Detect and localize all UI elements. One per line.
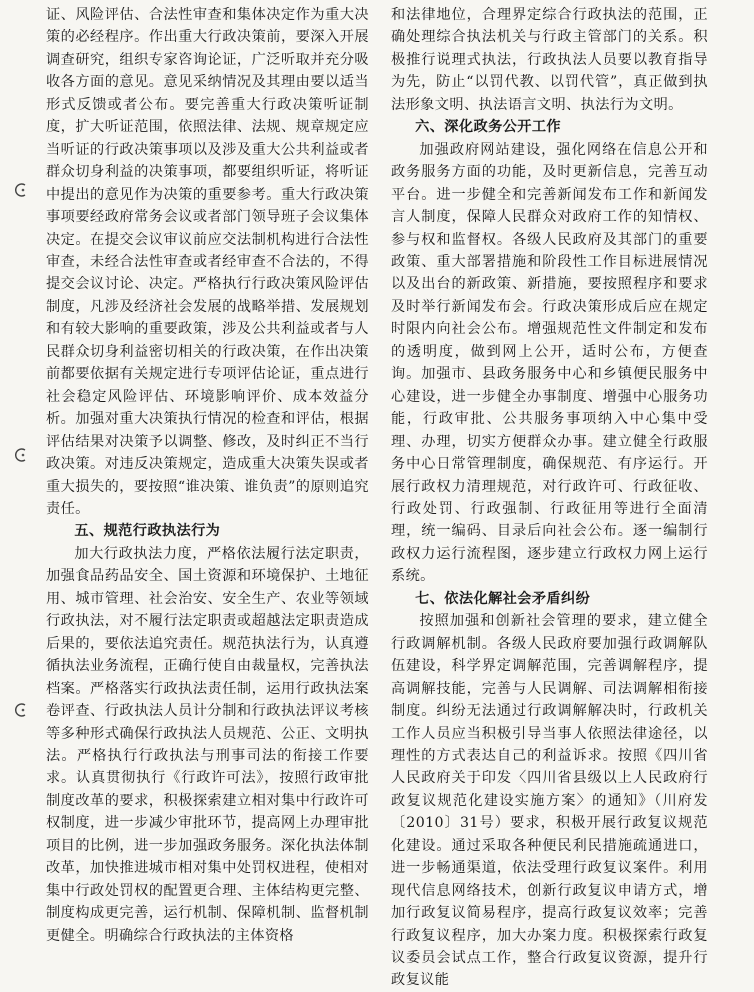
punch-hole-icon bbox=[14, 447, 30, 463]
punch-hole-icon bbox=[14, 702, 30, 718]
right-paragraph-3: 按照加强和创新社会管理的要求，建立健全行政调解机制。各级人民政府要加强行政调解队伍建设，科学界定调解范围，完善调解程序，提高调解技能，完善与人民调解、司法调解相衔接制度。纠纷无法通过行政调解解决时，行政机关工作人员应当积极引导当事人依照法律途径，以理性的方式表达自己的利益诉求。按照《四川省人民政府关于印发〈四川省县级以上人民政府行政复议规范化建设实施方案〉的通知》（川府发〔2010〕31号）要求，积极开展行政复议规范化建设。通过采取各种便民利民措施疏通进口，进一步畅通渠道，依法受理行政复议案件。利用现代信息网络技术，创新行政复议申请方式，增加行政复议简易程序，提高行政复议效率；完善行政复议程序，加大办案力度。积极探索行政复议委员会试点工作，整合行政复议资源，提升行政复议能 bbox=[391, 613, 708, 989]
punch-hole-icon bbox=[14, 182, 30, 198]
right-column bbox=[391, 4, 708, 992]
section-heading-6: 六、深化政务公开工作 bbox=[415, 119, 562, 136]
right-paragraph-1: 和法律地位，合理界定综合行政执法的范围，正确处理综合执法机关与行政主管部门的关系。积极推行说理式执法，行政执法人员要以教育指导为先，防止“以罚代教、以罚代管”，真正做到执法形象文明、执法语言文明、执法行为文明。 bbox=[391, 7, 708, 113]
section-heading-7: 七、依法化解社会矛盾纠纷 bbox=[415, 590, 591, 607]
right-paragraph-2: 加强政府网站建设，强化网络在信息公开和政务服务方面的功能，及时更新信息，完善互动平台。进一步健全和完善新闻发布工作和新闻发言人制度，保障人民群众对政府工作的知情权、参与权和监督权。各级人民政府及其部门的重要政策、重大部署措施和阶段性工作目标进展情况以及出台的新政策、新措施，要按照程序和要求及时举行新闻发布会。行政决策形成后应在规定时限内向社会公布。增强规范性文件制定和发布的透明度，做到网上公开，适时公布，方便查询。加强市、县政务服务中心和乡镇便民服务中心建设，进一步健全办事制度、增强中心服务功能，行政审批、公共服务事项纳入中心集中受理、办理，切实方便群众办事。建立健全行政服务中心日常管理制度，确保规范、有序运行。开展行政权力清理规范，对行政许可、行政征收、行政处罚、行政强制、行政征用等进行全面清理，统一编码、目录后向社会公布。逐一编制行政权力运行流程图，逐步建立行政权力网上运行系统。 bbox=[391, 141, 708, 585]
left-paragraph-1: 证、风险评估、合法性审查和集体决定作为重大决策的必经程序。作出重大行政决策前，要深入开展调查研究，组织专家咨询论证，广泛听取并充分吸收各方面的意见。意见采纳情况及其理由要以适当形式反馈或者公布。要完善重大行政决策听证制度，扩大听证范围，依照法律、法规、规章规定应当听证的行政决策事项以及涉及重大公共利益或者群众切身利益的决策事项，都要组织听证，将听证中提出的意见作为决策的重要参考。重大行政决策事项要经政府常务会议或者部门领导班子会议集体决定。在提交会议审议前应交法制机构进行合法性审查，未经合法性审查或者经审查不合法的，不得提交会议讨论、决定。严格执行行政决策风险评估制度，凡涉及经济社会发展的战略举措、发展规划和有较大影响的重要政策，涉及公共利益或者与人民群众切身利益密切相关的行政决策，在作出决策前都要依据有关规定进行专项评估论证，重点进行社会稳定风险评估、环境影响评价、成本效益分析。加强对重大决策执行情况的检查和评估，根据评估结果对决策予以调整、修改，及时纠正不当行政决策。对违反决策规定，造成重大决策失误或者重大损失的，要按照“谁决策、谁负责”的原则追究责任。 bbox=[46, 7, 369, 517]
left-paragraph-2: 加大行政执法力度，严格依法履行法定职责，加强食品药品安全、国土资源和环境保护、土地征用、城市管理、社会治安、安全生产、农业等领域行政执法，对不履行法定职责或超越法定职责造成后果的，要依法追究责任。规范执法行为，认真遵循执法业务流程，正确行使自由裁量权，完善执法档案。严格落实行政执法责任制，运用行政执法案卷评查、行政执法人员计分制和行政执法评议考核等多种形式确保行政执法人员规范、公正、文明执法。严格执行行政执法与刑事司法的衔接工作要求。认真贯彻执行《行政许可法》，按照行政审批制度改革的要求，积极探索建立相对集中行政许可权制度，进一步减少审批环节，提高网上办理审批项目的比例，进一步加强政务服务。深化执法体制改革，加快推进城市相对集中处罚权进程，使相对集中行政处罚权的配置更合理、主体结构更完整、制度构成更完善，运行机制、保障机制、监督机制更健全。明确综合行政执法的主体资格 bbox=[46, 545, 369, 944]
section-heading-5: 五、规范行政执法行为 bbox=[74, 523, 221, 540]
left-column bbox=[46, 4, 369, 947]
